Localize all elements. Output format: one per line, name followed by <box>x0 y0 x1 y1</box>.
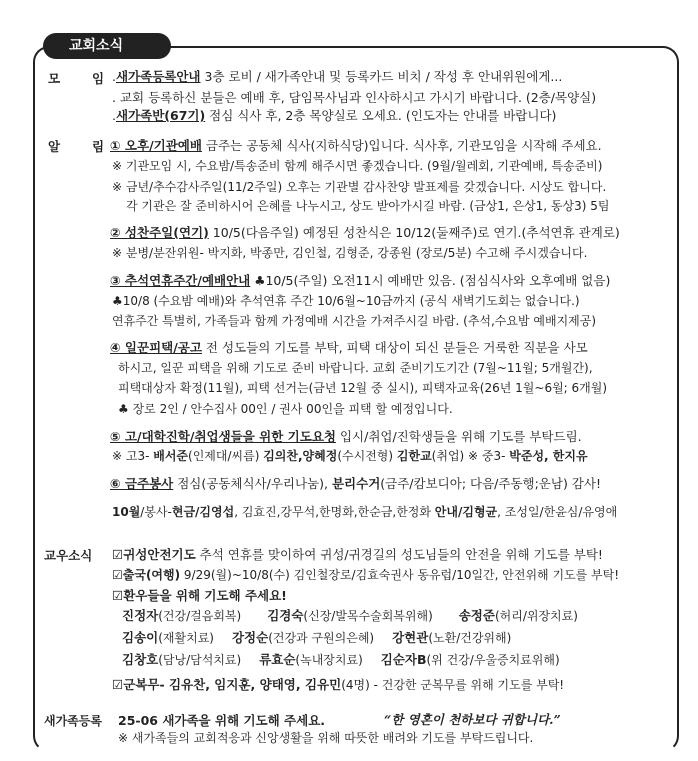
label-alrim-1: 알 <box>48 139 61 154</box>
moim-line-3: .새가족반(67기) 점심 식사 후, 2층 목양실로 오세요. (인도자는 안내를 바랍니다) <box>112 108 557 123</box>
alrim-item-4-l4: ♣ 장로 2인 / 안수집사 00인 / 권사 00인을 피택 할 예정입니다. <box>118 402 453 416</box>
pray-item-1: ☑귀성안전기도 추석 연휴를 맞이하여 귀성/귀경길의 성도님들의 안전을 위해 기도를 부탁! <box>112 547 603 562</box>
alrim-item-1-l2: ※ 기관모임 시, 수요밤/특송준비 함께 해주시면 좋겠습니다. (9월/월레회, 기관예배, 특송준비) <box>112 159 603 173</box>
newfam-line-2: ※ 새가족들의 교회적응과 신앙생활을 위해 따뜻한 배려와 기도를 부탁드립니다. <box>118 731 534 745</box>
alrim-item-3-l2: ♣10/8 (수요밤 예배)와 추석연휴 주간 10/6월~10금까지 (공식 새벽기도회는 없습니다.) <box>112 294 580 308</box>
alrim-item-1-l3: ※ 금년/추수감사주일(11/2주일) 오후는 기관별 감사찬양 발표제를 갖겠습니다. 시상도 합니다. <box>112 180 607 194</box>
alrim-item-1: ① 오후/기관예배 금주는 공동체 식사(지하식당)입니다. 식사후, 기관모임을 시작해 주세요. <box>110 138 602 153</box>
alrim-item-1-l4: 각 기관은 잘 준비하시어 은혜를 나누시고, 상도 받아가시길 바람. (금상1, 은상1, 동상3) 5팀 <box>126 199 610 213</box>
section-title-badge: 교회소식 <box>43 33 171 59</box>
alrim-item-4-l3: 피택대상자 확정(11월), 피택 선거는(금년 12월 중 실시), 피택자교육(26년 1월~6월; 6개월) <box>118 381 608 395</box>
label-moim-1: 모 <box>48 71 61 86</box>
alrim-item-2: ② 성찬주일(연기) 10/5(다음주일) 예정된 성찬식은 10/12(둘째주)로 연기.(추석연휴 관계로) <box>110 225 620 240</box>
sick-row-2: 김송이(재활치료) 강정순(건강과 구원의은혜) 강현관(노환/건강위해) <box>122 630 512 645</box>
alrim-item-3-l3: 연휴주간 특별히, 가족들과 함께 가정예배 시간을 가져주시길 바람. (추석,수요밤 예배지제공) <box>112 314 597 328</box>
pray-item-4: ☑군복무- 김유찬, 임지훈, 양태영, 김유민(4명) - 건강한 군복무를 위해 기도를 부탁! <box>112 677 565 692</box>
pray-item-3: ☑환우들을 위해 기도해 주세요! <box>112 588 287 603</box>
newfam-quote: “한 영혼이 천하보다 귀합니다.” <box>384 712 561 727</box>
alrim-item-5-l2: ※ 고3- 배서준(인제대/씨름) 김의찬,양혜정(수시전형) 김한교(취업) ※ 중3- 박준성, 한지유 <box>112 449 588 463</box>
alrim-item-5: ⑤ 고/대학진학/취업생들을 위한 기도요청 입시/취업/진학생들을 위해 기도를 부탁드림. <box>110 429 582 444</box>
alrim-item-4: ④ 일꾼피택/공고 전 성도들의 기도를 부탁, 피택 대상이 되신 분들은 거룩한 직분을 사모 <box>110 340 588 355</box>
label-alrim-2: 림 <box>92 139 105 154</box>
moim-line-2: . 교회 등록하신 분들은 예배 후, 담임목사님과 인사하시고 가시기 바랍니다. (2층/목양실) <box>112 90 597 105</box>
alrim-item-2-l2: ※ 분병/분잔위원- 박지화, 박종만, 김인철, 김형준, 강종원 (장로/5분) 수고해 주시겠습니다. <box>112 246 588 260</box>
sick-row-3: 김창호(담낭/담석치료) 류효순(녹내장치료) 김순자B(위 건강/우울증치료위해) <box>122 652 560 667</box>
label-newfamily: 새가족등록 <box>44 714 102 728</box>
newfam-line-1: 25-06 새가족을 위해 기도해 주세요. <box>118 713 326 728</box>
alrim-item-3: ③ 추석연휴주간/예배안내 ♣10/5(주일) 오전11시 예배만 있음. (점심식사와 오후예배 없음) <box>110 273 611 288</box>
moim-line-1: .새가족등록안내 3층 로비 / 새가족안내 및 등록카드 비치 / 작성 후 안내위원에게... <box>112 69 563 84</box>
alrim-item-6-l2: 10월/봉사-현금/김영섭, 김효진,강무석,한명화,한순금,한정화 안내/김형균, 조성일/한윤심/유영애 <box>112 505 618 519</box>
alrim-item-6: ⑥ 금주봉사 점심(공동체식사/우리나눔), 분리수거(금주/캄보디아; 다음/주동행;운남) 감사! <box>110 476 601 491</box>
label-prayer: 교우소식 <box>44 548 93 563</box>
sick-row-1: 진정자(건강/걸음회복) 김경숙(신장/발목수술회복위해) 송정준(허리/위장치료) <box>122 608 578 623</box>
alrim-item-4-l2: 하시고, 일꾼 피택을 위해 기도로 준비 바랍니다. 교회 준비기도기간 (7월~11월; 5개월간), <box>118 361 593 375</box>
label-moim-2: 임 <box>92 71 105 86</box>
pray-item-2: ☑출국(여행) 9/29(월)~10/8(수) 김인철장로/김효숙권사 동유럽/10일간, 안전위해 기도를 부탁! <box>112 568 620 582</box>
